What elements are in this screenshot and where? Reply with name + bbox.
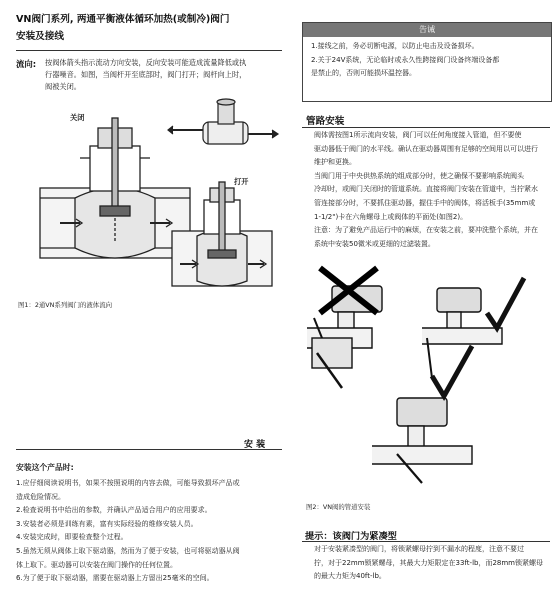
warning-item: 1.接线之前，务必切断电源，以防止电击及设备损坏。 [311,42,479,50]
warning-title: 告诫 [303,23,551,37]
install-heading: 安 装 [244,440,266,450]
install-item: 4.安装完成时，即要检查整个过程。 [16,533,128,542]
install-item: 3.安装者必须是训练有素，富有实际经验的维修安装人员。 [16,519,198,528]
figure2-caption: 图2：VN阀的管道安装 [306,503,371,511]
installation-diagram [302,258,552,493]
piping-line: 系统中安装50微米或更细的过滤装置。 [314,239,435,248]
install-item: 造成危险情况。 [16,492,65,501]
valve-open-diagram [162,186,282,296]
install-item: 体上取下。驱动器可以安装在阀门操作的任何位置。 [16,560,177,569]
piping-line: 驱动器低于阀门的水平线。确认在驱动器周围有足够的空间用以可以进行 [314,144,538,153]
install-divider [16,449,282,450]
install-item: 1.应仔细阅读说明书，如果不按照说明的内容去做，可能导致损坏产品或 [16,479,240,487]
warning-item: 2.关于24V系统，无论临时或永久性跨接阀门设备终端设备都 [311,55,500,64]
piping-divider [302,127,550,128]
piping-line: 阀体需按图1所示流向安装，阀门可以任何角度接入管道，但不要使 [314,131,522,139]
piping-line: 1-1/2")卡在六角螺母上或阀体的平面处(如图2)。 [314,212,468,221]
piping-line: 管连接部分时，不要抓住驱动器，握住手中的阀体，将活板手(35mm或 [314,198,536,207]
tip-line: 拧，对于22mm锁紧螺母，其最大力矩限定在33ft-lb，而28mm锁紧螺母 [314,558,543,567]
flow-label: 流向: [16,59,37,69]
piping-heading: 管路安装 [306,116,345,127]
install-subheading: 安装这个产品时: [16,463,74,472]
install-item: 6.为了便于取下驱动器，需要在驱动器上方留出25毫米的空间。 [16,574,214,583]
install-item: 5.虽然无须从阀体上取下驱动器，然而为了便于安装，也可将驱动器从阀 [16,546,240,555]
figure1-caption: 图1：2通VN系列阀门的液体流向 [18,301,112,309]
piping-line: 注意：为了避免产品运行中的麻烦，在安装之前，要冲洗整个系统，并在 [314,226,538,235]
install-item: 2.检查说明书中给出的参数，并确认产品适合用户的应用要求。 [16,506,212,515]
title-divider [16,50,282,51]
label-open: 打开 [234,177,249,186]
page-title: VN阀门系列, 两通平衡液体循环加热(或制冷)阀门 [16,14,230,25]
warning-item: 是禁止的，否则可能损坏温控器。 [311,69,416,78]
tip-heading: 提示：该阀门为紧凑型 [305,531,397,542]
piping-paragraphs [314,129,538,251]
piping-line: 维护和更换。 [314,158,356,167]
flow-text-2: 行器噪音。如图，当阀杆开至底部时，阀门打开；阀杆向上时， [45,70,247,79]
piping-line: 冷却时，或阀门关闭时的管道系统。直接将阀门安装在管道中，当拧紧水 [314,185,538,194]
tip-line: 对于安装紧凑型的阀门，将锁紧螺母拧到不漏水的程度，注意不要过 [314,545,524,553]
warning-box [302,22,552,102]
tip-lines [314,543,543,584]
install-list [16,477,240,586]
valve-3d-diagram [168,98,278,158]
flow-text-3: 阀被关闭。 [45,82,81,91]
label-closed: 关闭 [70,113,85,122]
tip-line: 的最大力矩为40ft-lb。 [314,572,386,581]
piping-line: 当阀门用于中央供热系统的组成部分时，使之确保不要影响系统阀头 [314,171,524,180]
flow-text-1: 按阀体箭头指示流动方向安装，反向安装可能造成流量降低或执 [45,58,247,67]
page-subtitle: 安装及接线 [16,31,64,42]
tip-divider [302,541,550,542]
